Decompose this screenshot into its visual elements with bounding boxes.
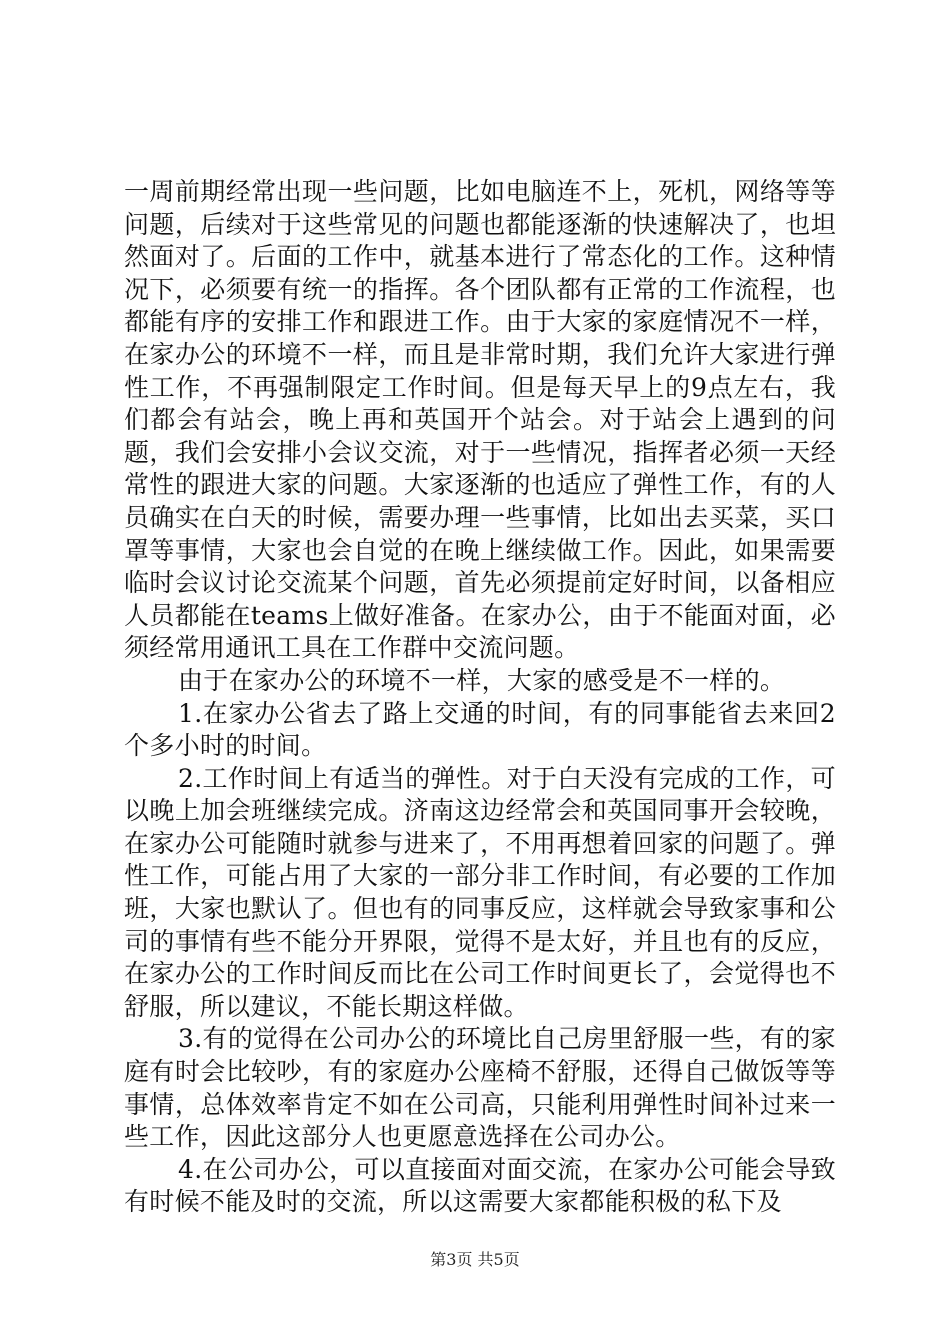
paragraph-2: 由于在家办公的环境不一样，大家的感受是不一样的。 bbox=[178, 665, 786, 695]
list-item-1: 1.在家办公省去了路上交通的时间，有的同事能省去来回2个多小时的时间。 bbox=[124, 698, 836, 761]
body-text bbox=[124, 176, 836, 1219]
list-item-3: 3.有的觉得在公司办公的环境比自己房里舒服一些，有的家庭有时会比较吵，有的家庭办公座椅不舒服，还得自己做饭等等事情，总体效率肯定不如在公司高，只能利用弹性时间补过来一些工作，因此这部分人也更愿意选择在公司办公。 bbox=[124, 1024, 836, 1152]
list-item-4: 4.在公司办公，可以直接面对面交流，在家办公可能会导致有时候不能及时的交流，所以这需要大家都能积极的私下及 bbox=[124, 1154, 836, 1217]
page-footer: 第3页 共5页 bbox=[430, 1250, 520, 1269]
list-item-2: 2.工作时间上有适当的弹性。对于白天没有完成的工作，可以晚上加会班继续完成。济南这边经常会和英国同事开会较晚，在家办公可能随时就参与进来了，不用再想着回家的问题了。弹性工作，可能占用了大家的一部分非工作时间，有必要的工作加班，大家也默认了。但也有的同事反应，这样就会导致家事和公司的事情有些不能分开界限，觉得不是太好，并且也有的反应，在家办公的工作时间反而比在公司工作时间更长了，会觉得也不舒服，所以建议，不能长期这样做。 bbox=[124, 763, 836, 1021]
paragraph-1: 一周前期经常出现一些问题，比如电脑连不上，死机，网络等等问题，后续对于这些常见的问题也都能逐渐的快速解决了，也坦然面对了。后面的工作中，就基本进行了常态化的工作。这种情况下，必须要有统一的指挥。各个团队都有正常的工作流程，也都能有序的安排工作和跟进工作。由于大家的家庭情况不一样，在家办公的环境不一样，而且是非常时期，我们允许大家进行弹性工作，不再强制限定工作时间。但是每天早上的9点左右，我们都会有站会，晚上再和英国开个站会。对于站会上遇到的问题，我们会安排小会议交流，对于一些情况，指挥者必须一天经常性的跟进大家的问题。大家逐渐的也适应了弹性工作，有的人员确实在白天的时候，需要办理一些事情，比如出去买菜，买口罩等事情，大家也会自觉的在晚上继续做工作。因此，如果需要临时会议讨论交流某个问题，首先必须提前定好时间，以备相应人员都能在teams上做好准备。在家办公，由于不能面对面，必须经常用通讯工具在工作群中交流问题。 bbox=[124, 177, 836, 663]
